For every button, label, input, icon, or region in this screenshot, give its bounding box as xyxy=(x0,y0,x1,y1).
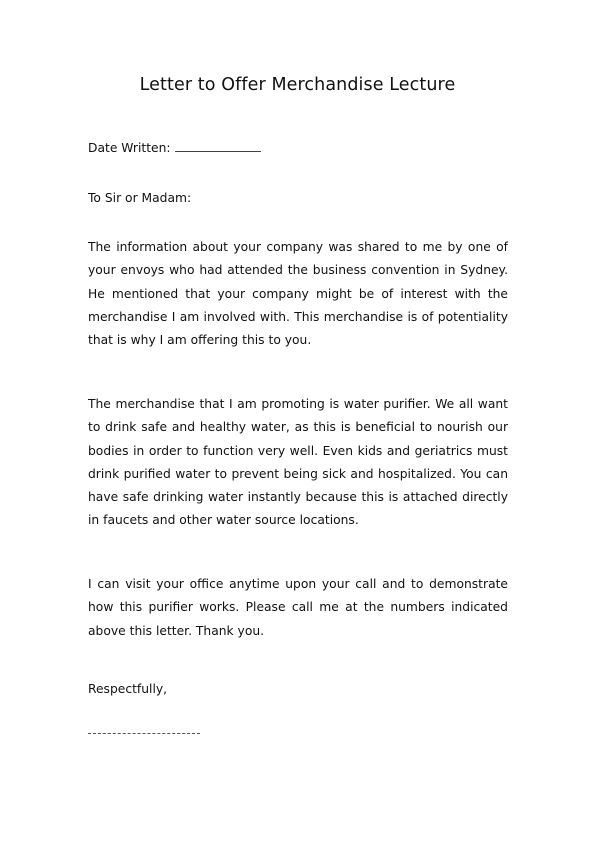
paragraph-1: The information about your company was shared to me by one of your envoys who had attended the business convention in Sydney. He mentioned that your company might be of interest with the merchandise I am involved with. This merchandise is of potentiality that is why I am offering this to you. xyxy=(88,240,508,348)
page-title: Letter to Offer Merchandise Lecture xyxy=(139,75,456,95)
signature-line xyxy=(88,733,200,734)
paragraph-3: I can visit your office anytime upon your call and to demonstrate how this purifier works. Please call me at the numbers indicated above this letter. Thank you. xyxy=(88,577,508,638)
date-written-line xyxy=(88,141,261,155)
date-label: Date Written: xyxy=(88,141,171,155)
date-blank xyxy=(175,141,261,152)
closing: Respectfully, xyxy=(88,682,168,696)
paragraph-2: The merchandise that I am promoting is water purifier. We all want to drink safe and healthy water, as this is beneficial to nourish our bodies in order to function very well. Even kids and geriatrics must drink purified water to prevent being sick and hospitalized. You can have safe drinking water instantly because this is attached directly in faucets and other water source locations. xyxy=(88,397,508,528)
salutation: To Sir or Madam: xyxy=(88,191,192,205)
